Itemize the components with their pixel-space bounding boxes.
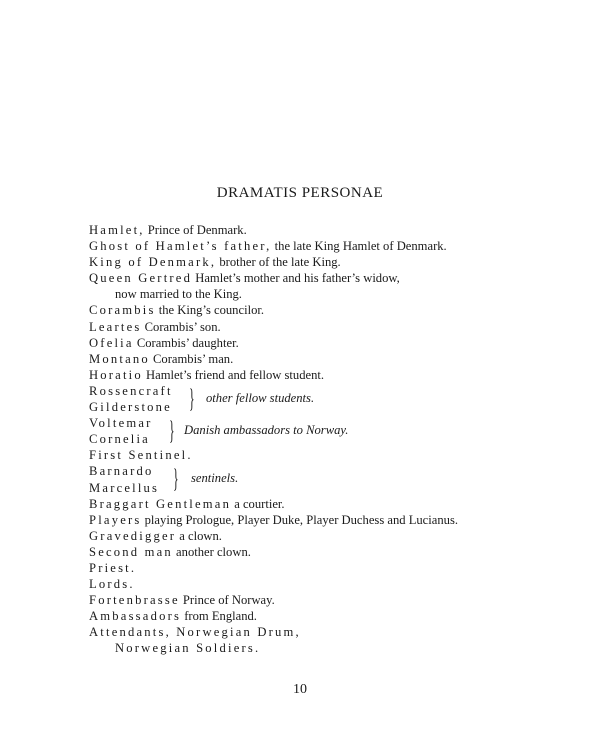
character-name: Second man <box>89 544 173 559</box>
character-name: Ghost of Hamlet’s father, <box>89 239 272 254</box>
character-name: Montano <box>89 351 150 366</box>
character-name: Braggart Gentleman <box>89 496 232 511</box>
page-number: 10 <box>293 682 307 697</box>
brace-icon: } <box>189 383 195 413</box>
character-description: brother of the late King. <box>216 255 341 270</box>
character-description: from England. <box>181 609 257 624</box>
cast-entry-lords <box>89 576 569 592</box>
cast-group-ambassadors <box>89 415 569 447</box>
cast-entry-hamlet <box>89 222 569 238</box>
cast-entry-queen-continued <box>89 286 569 302</box>
cast-group-sentinels <box>89 463 569 495</box>
cast-entry-first-sentinel <box>89 447 569 463</box>
character-name: Cornelia <box>89 432 150 447</box>
character-name: Marcellus <box>89 480 160 495</box>
character-name: Fortenbrasse <box>89 593 180 608</box>
cast-entry-ghost <box>89 238 569 254</box>
cast-entry-montano <box>89 351 569 367</box>
character-name: Gilderstone <box>89 400 172 415</box>
cast-entry-gravedigger <box>89 528 569 544</box>
character-description: playing Prologue, Player Duke, Player Duchess and Lucianus. <box>141 512 459 527</box>
character-name: Corambis <box>89 303 156 318</box>
cast-entry-ambassadors <box>89 608 569 624</box>
cast-entry-king <box>89 254 569 270</box>
character-description: a courtier. <box>231 496 285 511</box>
character-description: Corambis’ son. <box>141 319 221 334</box>
character-description: a clown. <box>176 528 222 543</box>
cast-group-fellow-students <box>89 383 569 415</box>
group-description: Danish ambassadors to Norway. <box>184 423 349 438</box>
character-description: Prince of Norway. <box>179 593 275 608</box>
character-name: Ambassadors <box>89 609 182 624</box>
character-name: Rossencraft <box>89 383 173 398</box>
cast-entry-attendants <box>89 624 569 640</box>
cast-entry-ofelia <box>89 335 569 351</box>
character-description: the late King Hamlet of Denmark. <box>271 239 447 254</box>
character-description: the King’s councilor. <box>155 303 265 318</box>
character-description: Hamlet’s mother and his father’s widow, <box>192 271 400 286</box>
character-name: Ofelia <box>89 335 134 350</box>
cast-list <box>89 222 569 657</box>
cast-entry-fortenbrasse <box>89 592 569 608</box>
character-description: now married to the King. <box>115 287 242 302</box>
cast-entry-priest <box>89 560 569 576</box>
character-name: Gravedigger <box>89 528 177 543</box>
brace-icon: } <box>169 416 175 446</box>
character-name: Priest. <box>89 560 137 575</box>
page-title: DRAMATIS PERSONAE <box>216 185 384 201</box>
character-name: Voltemar <box>89 416 153 431</box>
cast-entry-horatio <box>89 367 569 383</box>
character-name: Attendants, Norwegian Drum, <box>89 625 301 640</box>
character-name: Leartes <box>89 319 142 334</box>
character-name: Norwegian Soldiers. <box>115 641 261 656</box>
cast-entry-leartes <box>89 319 569 335</box>
cast-entry-queen <box>89 270 569 286</box>
character-name: Players <box>89 512 142 527</box>
cast-entry-corambis <box>89 302 569 318</box>
character-name: Hamlet, <box>89 223 145 237</box>
character-name: Horatio <box>89 367 143 382</box>
group-description: other fellow students. <box>206 390 315 405</box>
cast-entry-attendants-continued <box>89 640 569 656</box>
character-description: Prince of Denmark. <box>144 223 247 237</box>
character-name: Barnardo <box>89 464 154 479</box>
character-name: First Sentinel. <box>89 448 193 463</box>
character-description: Corambis’ daughter. <box>133 335 239 350</box>
character-description: Corambis’ man. <box>149 351 234 366</box>
character-name: Lords. <box>89 577 135 592</box>
character-description: another clown. <box>172 544 251 559</box>
cast-entry-players <box>89 512 569 528</box>
cast-entry-braggart <box>89 496 569 512</box>
cast-entry-second-man <box>89 544 569 560</box>
brace-icon: } <box>173 464 179 494</box>
group-description: sentinels. <box>191 471 239 486</box>
character-description: Hamlet’s friend and fellow student. <box>142 367 325 382</box>
character-name: Queen Gertred <box>89 271 193 286</box>
character-name: King of Denmark, <box>89 255 217 270</box>
